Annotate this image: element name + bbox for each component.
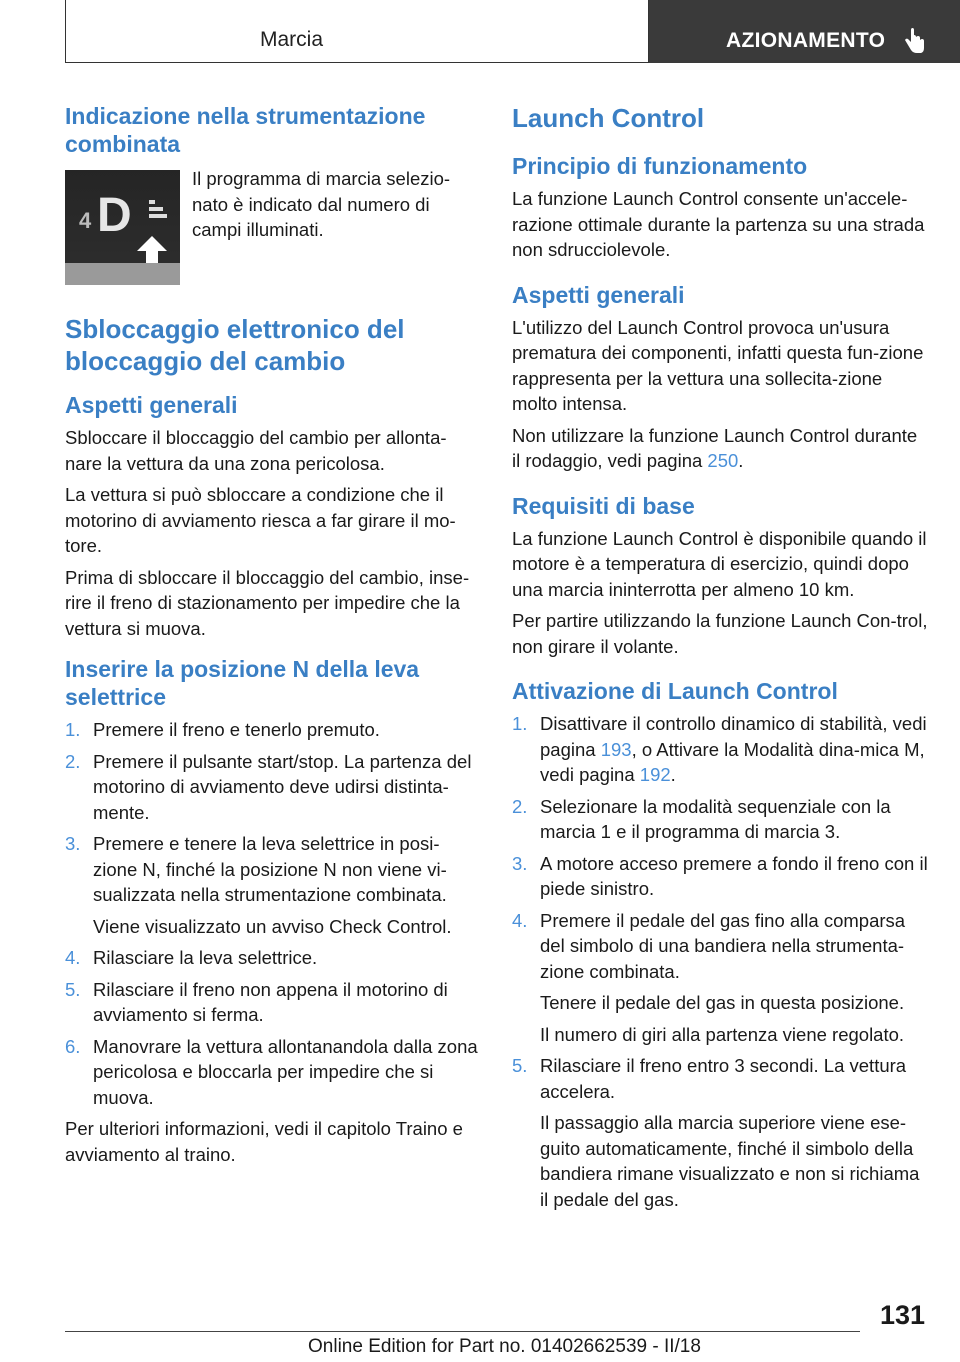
launch-control-heading: Launch Control [512,103,705,133]
list-item: 2. Premere il pulsante start/stop. La partenza del motorino di avviamento deve udirsi distinta-mente. [65,750,472,823]
header-section-title: Marcia [259,28,323,51]
unlock-general-heading: Aspetti generali [65,392,238,418]
footer-divider [65,1331,860,1332]
display-heading: Indicazione nella strumentazione combinata [65,103,426,157]
list-item: 3. Premere e tenere la leva selettrice in posi-zione N, finché la posizione N non viene vi-sualizzata nella strumentazione combinata. Viene visualizzato un avviso Check Control. [65,833,452,937]
list-item: 5. Rilasciare il freno entro 3 secondi. La vettura accelera. Il passaggio alla marcia superiore viene ese-guito automaticamente, finché il simbolo della bandiera rimane visualizzato e non si richiama il pedale del gas. [512,1055,920,1210]
unlock-paragraph-3: Prima di sbloccare il bloccaggio del cambio, inse-rire il freno di stazionamento per impedire che la vettura si muova. [65,566,470,639]
activation-heading: Attivazione di Launch Control [512,678,838,704]
unlock-paragraph-2: La vettura si può sbloccare a condizione che il motorino di avviamento riesca a far girare il mo-tore. [65,484,456,556]
principle-paragraph: La funzione Launch Control consente un'accele-razione ottimale durante la partenza su una strada non sdrucciolevole. [512,188,925,260]
list-item: 4. Rilasciare la leva selettrice. [65,947,318,968]
list-item: 6. Manovrare la vettura allontanandola dalla zona pericolosa e bloccarla per impedire che si muova. [65,1035,478,1108]
unlock-heading: Sbloccaggio elettronico del bloccaggio del cambio [65,314,405,376]
list-item: 1. Disattivare il controllo dinamico di stabilità, vedi pagina 193, o Attivare la Modalità dina-mica M, vedi pagina 192. [512,713,927,785]
program-number: 4 [79,208,92,233]
list-item: 3. A motore acceso premere a fondo il freno con il piede sinistro. [512,852,928,899]
right-general-heading: Aspetti generali [512,281,685,308]
gear-display-icon [65,170,180,285]
right-general-paragraph-2: Non utilizzare la funzione Launch Control durante il rodaggio, vedi pagina 250. [512,424,918,471]
list-item: 1. Premere il freno e tenerlo premuto. [65,719,380,740]
list-item: 4. Premere il pedale del gas fino alla comparsa del simbolo di una bandiera nella strumenta-zione combinata. Tenere il pedale del gas in questa posizione. Il numero di giri alla partenza viene regolato. [512,909,906,1045]
unlock-paragraph-1: Sbloccare il bloccaggio del cambio per allonta-nare la vettura da una zona pericolosa. [65,427,447,474]
gear-letter: D [97,189,132,242]
page-link-250[interactable]: 250 [707,450,739,471]
closing-paragraph: Per ulteriori informazioni, vedi il capitolo Traino e avviamento al traino. [65,1118,463,1165]
requirements-paragraph-1: La funzione Launch Control è disponibile quando il motore è a temperatura di esercizio, quindi dopo una marcia ininterrotta per almeno 10 km. [512,527,927,600]
activation-steps [512,711,930,1212]
right-column [512,102,930,1212]
header-chapter-tab [649,0,960,63]
display-description: Il programma di marcia selezio-nato è indicato dal numero di campi illuminati. [192,168,451,240]
page-number: 131 [879,1300,925,1330]
right-general-paragraph-1: L'utilizzo del Launch Control provoca un'usura prematura dei componenti, infatti questa fun-zione rappresenta per la vettura una sollecita-zione molto intensa. [512,316,924,414]
page-link-193[interactable]: 193 [600,738,632,760]
figure-base-bar [65,263,180,285]
display-figure-row [65,160,480,285]
program-bars-icon [147,198,169,224]
list-item: 2. Selezionare la modalità sequenziale con la marcia 1 e il programma di marcia 3. [512,795,891,842]
requirements-heading: Requisiti di base [512,492,695,519]
requirements-paragraph-2: Per partire utilizzando la funzione Launch Con-trol, non girare il volante. [512,610,928,657]
chapter-title: AZIONAMENTO [726,28,886,52]
edition-footer: Online Edition for Part no. 01402662539 - II/18 [308,1336,701,1357]
principle-heading: Principio di funzionamento [512,153,808,179]
insert-n-heading: Inserire la posizione N della leva selettrice [65,656,420,710]
page-link-192[interactable]: 192 [639,764,671,785]
list-item: 5. Rilasciare il freno non appena il motorino di avviamento si ferma. [65,978,448,1025]
left-column [65,102,480,1167]
hand-pointer-icon [903,28,925,54]
header-frame [65,0,649,63]
insert-n-steps [65,717,480,1110]
